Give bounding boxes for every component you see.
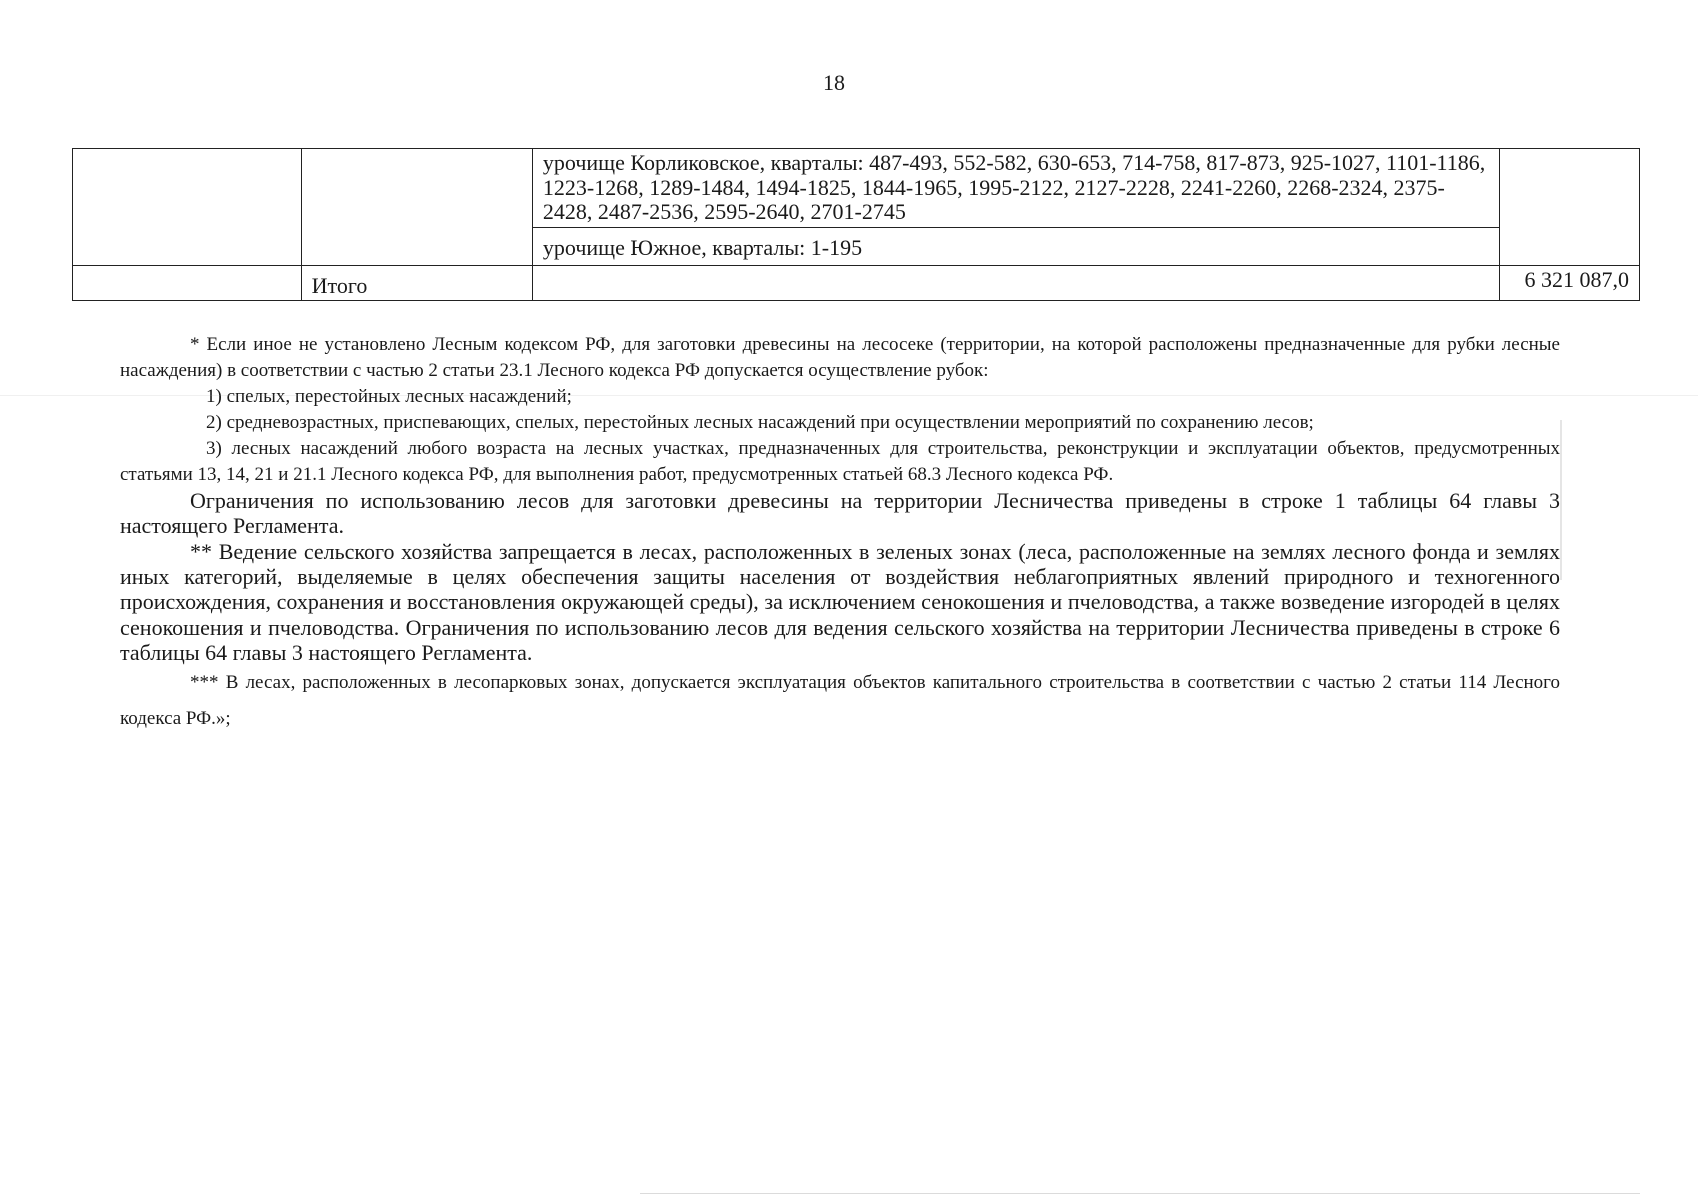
scan-artifact xyxy=(640,1193,1640,1194)
table-cell-korlikovskoe: урочище Корликовское, кварталы: 487-493, 552-582, 630-653, 714-758, 817-873, 925-1027, 1101-1186, 1223-1268, 1289-1484, 1494-1825, 1844-1965, 1995-2122, 2127-2228, 2241-2260, 2268-2324, 2375-2428, 2487-2536, 2595-2640, 2701-2745 xyxy=(532,149,1499,228)
table-cell-empty xyxy=(73,265,302,301)
table-row xyxy=(73,149,1640,228)
footnote-3: *** В лесах, расположенных в лесопарковых зонах, допускается эксплуатация объектов капитального строительства в соответствии с частью 2 статьи 114 Лесного кодекса РФ.»; xyxy=(120,672,1560,730)
footnote-1: * Если иное не установлено Лесным кодексом РФ, для заготовки древесины на лесосеке (территории, на которой расположены предназначенные для рубки лесные насаждения) в соответствии с частью 2 статьи 23.1 Лесного кодекса РФ допускается осуществление рубок: xyxy=(120,334,1560,382)
total-value: 6 321 087,0 xyxy=(1499,265,1639,301)
table-cell-empty xyxy=(73,149,302,266)
table-cell-yuzhnoe: урочище Южное, кварталы: 1-195 xyxy=(532,227,1499,265)
scan-artifact xyxy=(0,395,1698,396)
footnote-1-item-2: 2) средневозрастных, приспевающих, спелых, перестойных лесных насаждений при осуществлении мероприятий по сохранению лесов; xyxy=(206,412,1314,434)
total-label: Итого xyxy=(301,265,532,301)
footnote-1-item-1: 1) спелых, перестойных лесных насаждений; xyxy=(206,386,572,408)
footnote-2: ** Ведение сельского хозяйства запрещается в лесах, расположенных в зеленых зонах (леса, расположенные на землях лесного фонда и землях иных категорий, выделяемые в целях обеспечения защиты населения от воздействия неблагоприятных явлений природного и техногенного происхождения, сохранения и восстановления окружающей среды), за исключением сенокошения и пчеловодства, а также возведение изгородей в целях сенокошения и пчеловодства. Ограничения по использованию лесов для ведения сельского хозяйства на территории Лесничества приведены в строке 6 таблицы 64 главы 3 настоящего Регламента. xyxy=(120,538,1560,665)
regulation-table xyxy=(72,148,1640,301)
table-row-total xyxy=(73,265,1640,301)
footnotes xyxy=(120,332,1560,737)
restriction-paragraph-1: Ограничения по использованию лесов для заготовки древесины на территории Лесничества приведены в строке 1 таблицы 64 главы 3 настоящего Регламента. xyxy=(120,488,1560,539)
table-cell-empty xyxy=(1499,149,1639,266)
table-cell-empty xyxy=(532,265,1499,301)
page-number: 18 xyxy=(823,70,845,95)
table-cell-empty xyxy=(301,149,532,266)
scan-artifact xyxy=(1560,420,1562,580)
footnote-1-item-3: 3) лесных насаждений любого возраста на лесных участках, предназначенных для строительства, реконструкции и эксплуатации объектов, предусмотренных статьями 13, 14, 21 и 21.1 Лесного кодекса РФ, для выполнения работ, предусмотренных статьей 68.3 Лесного кодекса РФ. xyxy=(120,438,1560,486)
